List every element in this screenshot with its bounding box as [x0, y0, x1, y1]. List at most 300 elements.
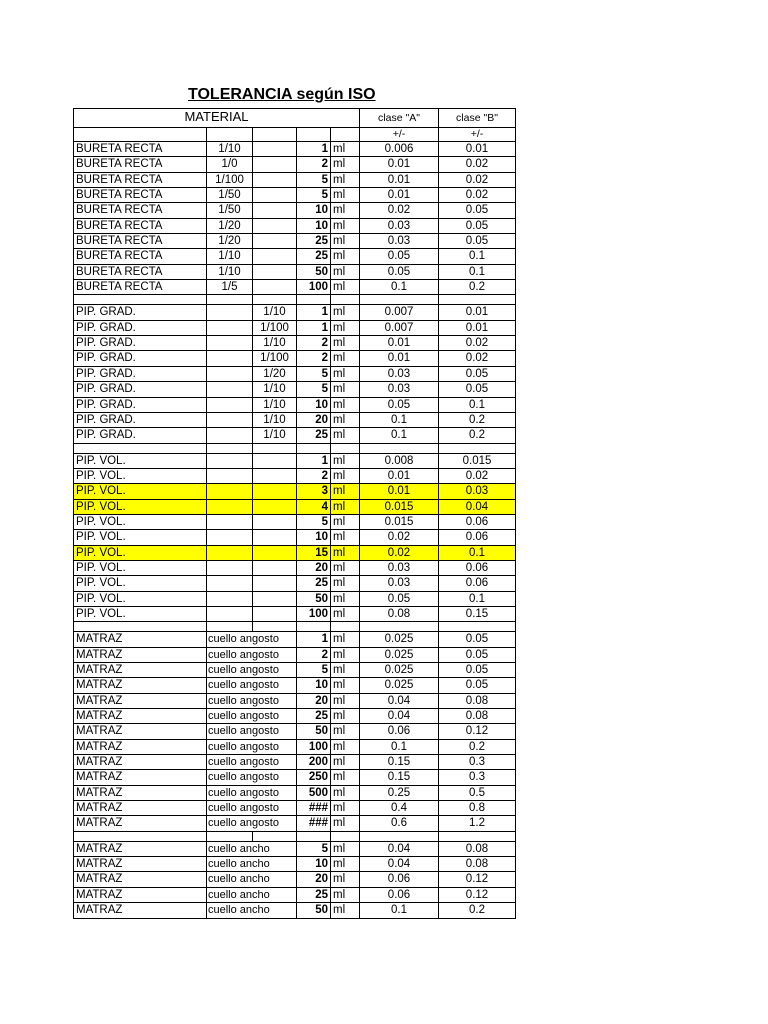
- unit-cell: ml: [330, 786, 359, 800]
- subheader-blank-4: [330, 128, 359, 141]
- division-alt-cell: 1/10: [252, 413, 296, 427]
- unit-cell: ml: [330, 398, 359, 412]
- class-a-tolerance-cell: 0.1: [359, 740, 438, 754]
- class-b-tolerance-cell: 0.12: [438, 888, 516, 902]
- division-cell: [206, 336, 252, 350]
- unit-cell: ml: [330, 648, 359, 662]
- table-row: [73, 367, 516, 382]
- material-name-cell: MATRAZ: [73, 857, 206, 871]
- table-row: [73, 188, 516, 203]
- table-row: [73, 786, 516, 801]
- neck-type-cell: cuello angosto: [206, 632, 296, 646]
- division-alt-cell: 1/100: [252, 321, 296, 335]
- class-b-tolerance-cell: 0.01: [438, 321, 516, 335]
- class-b-tolerance-cell: 0.05: [438, 648, 516, 662]
- table-row: [73, 872, 516, 887]
- table-row: [73, 888, 516, 903]
- volume-cell: 1: [296, 632, 330, 646]
- neck-type-cell: cuello angosto: [206, 816, 296, 830]
- unit-cell: ml: [330, 530, 359, 544]
- class-a-tolerance-cell: 0.015: [359, 500, 438, 514]
- unit-cell: ml: [330, 709, 359, 723]
- table-row: [73, 592, 516, 607]
- volume-cell: 50: [296, 265, 330, 279]
- class-a-tolerance-cell: 0.025: [359, 678, 438, 692]
- material-name-cell: MATRAZ: [73, 724, 206, 738]
- class-a-tolerance-cell: 0.15: [359, 755, 438, 769]
- division-alt-cell: [252, 561, 296, 575]
- division-alt-cell: [252, 576, 296, 590]
- class-a-tolerance-cell: 0.01: [359, 157, 438, 171]
- class-b-tolerance-cell: 0.06: [438, 576, 516, 590]
- material-name-cell: MATRAZ: [73, 755, 206, 769]
- neck-type-cell: cuello angosto: [206, 678, 296, 692]
- class-a-tolerance-cell: 0.04: [359, 694, 438, 708]
- table-row: [73, 454, 516, 469]
- material-name-cell: PIP. VOL.: [73, 530, 206, 544]
- unit-cell: ml: [330, 367, 359, 381]
- table-row: [73, 515, 516, 530]
- separator-cell: [330, 444, 359, 453]
- table-row: [73, 816, 516, 831]
- neck-type-cell: cuello ancho: [206, 888, 296, 902]
- class-a-tolerance-cell: 0.03: [359, 382, 438, 396]
- unit-cell: ml: [330, 872, 359, 886]
- unit-cell: ml: [330, 500, 359, 514]
- neck-type-cell: cuello angosto: [206, 801, 296, 815]
- volume-cell: 500: [296, 786, 330, 800]
- unit-cell: ml: [330, 755, 359, 769]
- class-b-header: clase "B": [438, 108, 516, 127]
- separator-cell: [252, 295, 296, 304]
- class-a-tolerance-cell: 0.02: [359, 530, 438, 544]
- neck-type-cell: cuello ancho: [206, 872, 296, 886]
- separator-cell: [438, 444, 516, 453]
- table-row: [73, 903, 516, 918]
- table-row: [73, 663, 516, 678]
- material-name-cell: BURETA RECTA: [73, 265, 206, 279]
- table-row: [73, 842, 516, 857]
- separator-cell: [206, 295, 252, 304]
- class-a-tolerance-cell: 0.04: [359, 709, 438, 723]
- volume-cell: 100: [296, 607, 330, 621]
- class-b-tolerance-cell: 0.06: [438, 515, 516, 529]
- division-alt-cell: 1/10: [252, 382, 296, 396]
- material-name-cell: BURETA RECTA: [73, 234, 206, 248]
- table-row: [73, 546, 516, 561]
- class-b-tolerance-cell: 0.2: [438, 903, 516, 917]
- division-cell: [206, 321, 252, 335]
- division-cell: [206, 351, 252, 365]
- class-a-tolerance-cell: 0.02: [359, 546, 438, 560]
- class-b-tolerance-cell: 0.02: [438, 351, 516, 365]
- neck-type-cell: cuello angosto: [206, 648, 296, 662]
- volume-cell: 20: [296, 413, 330, 427]
- class-a-tolerance-cell: 0.05: [359, 265, 438, 279]
- unit-cell: ml: [330, 592, 359, 606]
- division-alt-cell: [252, 249, 296, 263]
- volume-cell: 25: [296, 428, 330, 442]
- material-name-cell: MATRAZ: [73, 709, 206, 723]
- unit-cell: ml: [330, 336, 359, 350]
- unit-cell: ml: [330, 351, 359, 365]
- division-cell: [206, 382, 252, 396]
- table-row: [73, 351, 516, 366]
- separator-cell: [330, 295, 359, 304]
- division-cell: [206, 305, 252, 319]
- division-alt-cell: 1/10: [252, 305, 296, 319]
- volume-cell: 20: [296, 561, 330, 575]
- separator-cell: [252, 832, 296, 841]
- volume-cell: 250: [296, 770, 330, 784]
- table-row: [73, 709, 516, 724]
- division-alt-cell: [252, 530, 296, 544]
- separator-cell: [252, 444, 296, 453]
- table-row: [73, 561, 516, 576]
- class-a-tolerance-cell: 0.01: [359, 484, 438, 498]
- class-b-tolerance-cell: 0.01: [438, 305, 516, 319]
- class-a-tolerance-cell: 0.08: [359, 607, 438, 621]
- unit-cell: ml: [330, 663, 359, 677]
- division-cell: 1/10: [206, 142, 252, 156]
- unit-cell: ml: [330, 546, 359, 560]
- volume-cell: 10: [296, 678, 330, 692]
- division-alt-cell: 1/10: [252, 336, 296, 350]
- material-name-cell: BURETA RECTA: [73, 280, 206, 294]
- table-row: [73, 173, 516, 188]
- material-name-cell: PIP. GRAD.: [73, 367, 206, 381]
- class-b-tolerance-cell: 0.02: [438, 173, 516, 187]
- division-alt-cell: [252, 188, 296, 202]
- class-a-tolerance-cell: 0.06: [359, 872, 438, 886]
- class-a-header: clase "A": [359, 108, 438, 127]
- class-a-tolerance-cell: 0.05: [359, 592, 438, 606]
- separator-cell: [73, 444, 206, 453]
- material-name-cell: PIP. VOL.: [73, 515, 206, 529]
- table-row: [73, 336, 516, 351]
- class-b-tolerance-cell: 0.12: [438, 872, 516, 886]
- neck-type-cell: cuello angosto: [206, 786, 296, 800]
- class-b-tolerance-cell: 0.03: [438, 484, 516, 498]
- table-row: [73, 280, 516, 295]
- table-row: [73, 500, 516, 515]
- material-name-cell: MATRAZ: [73, 786, 206, 800]
- class-b-tolerance-cell: 0.06: [438, 561, 516, 575]
- class-a-tolerance-cell: 0.04: [359, 842, 438, 856]
- volume-cell: 10: [296, 398, 330, 412]
- separator-cell: [296, 444, 330, 453]
- table-row: [73, 740, 516, 755]
- unit-cell: ml: [330, 321, 359, 335]
- unit-cell: ml: [330, 188, 359, 202]
- division-cell: [206, 398, 252, 412]
- separator-row: [73, 622, 516, 632]
- material-name-cell: PIP. VOL.: [73, 484, 206, 498]
- volume-cell: ###: [296, 816, 330, 830]
- division-cell: [206, 367, 252, 381]
- class-a-tolerance-cell: 0.04: [359, 857, 438, 871]
- table-row: [73, 694, 516, 709]
- class-b-tolerance-cell: 0.05: [438, 678, 516, 692]
- class-a-tolerance-cell: 0.6: [359, 816, 438, 830]
- class-b-tolerance-cell: 0.1: [438, 265, 516, 279]
- class-b-tolerance-cell: 0.08: [438, 857, 516, 871]
- separator-cell: [438, 832, 516, 841]
- table-row: [73, 632, 516, 647]
- volume-cell: 10: [296, 530, 330, 544]
- table-row: [73, 398, 516, 413]
- separator-cell: [330, 832, 359, 841]
- separator-cell: [438, 622, 516, 631]
- class-a-tolerance-cell: 0.05: [359, 249, 438, 263]
- neck-type-cell: cuello angosto: [206, 770, 296, 784]
- class-b-tolerance-cell: 0.05: [438, 382, 516, 396]
- division-alt-cell: [252, 546, 296, 560]
- division-alt-cell: [252, 234, 296, 248]
- table-row: [73, 219, 516, 234]
- subheader-blank-2: [252, 128, 296, 141]
- division-cell: 1/5: [206, 280, 252, 294]
- separator-cell: [296, 832, 330, 841]
- material-name-cell: MATRAZ: [73, 872, 206, 886]
- division-alt-cell: [252, 203, 296, 217]
- unit-cell: ml: [330, 203, 359, 217]
- volume-cell: 10: [296, 857, 330, 871]
- table-row: [73, 678, 516, 693]
- material-name-cell: BURETA RECTA: [73, 157, 206, 171]
- material-name-cell: BURETA RECTA: [73, 173, 206, 187]
- class-a-tolerance-cell: 0.01: [359, 351, 438, 365]
- separator-row: [73, 832, 516, 842]
- table-row: [73, 413, 516, 428]
- volume-cell: 5: [296, 367, 330, 381]
- class-a-tolerance-cell: 0.007: [359, 321, 438, 335]
- volume-cell: 3: [296, 484, 330, 498]
- unit-cell: ml: [330, 454, 359, 468]
- division-cell: 1/20: [206, 219, 252, 233]
- class-a-tolerance-cell: 0.025: [359, 632, 438, 646]
- volume-cell: 25: [296, 234, 330, 248]
- class-a-tolerance-cell: 0.05: [359, 398, 438, 412]
- volume-cell: 2: [296, 336, 330, 350]
- class-a-tolerance-cell: 0.06: [359, 724, 438, 738]
- class-b-tolerance-cell: 0.015: [438, 454, 516, 468]
- division-cell: 1/20: [206, 234, 252, 248]
- volume-cell: 50: [296, 724, 330, 738]
- division-alt-cell: [252, 484, 296, 498]
- table-row: [73, 382, 516, 397]
- table-row: [73, 428, 516, 443]
- division-alt-cell: [252, 173, 296, 187]
- material-name-cell: MATRAZ: [73, 842, 206, 856]
- unit-cell: ml: [330, 816, 359, 830]
- class-b-tolerance-cell: 0.08: [438, 842, 516, 856]
- material-name-cell: PIP. VOL.: [73, 607, 206, 621]
- table-body: [73, 142, 516, 919]
- volume-cell: 2: [296, 157, 330, 171]
- unit-cell: ml: [330, 678, 359, 692]
- separator-cell: [438, 295, 516, 304]
- class-b-tolerance-cell: 0.02: [438, 469, 516, 483]
- class-b-tolerance-cell: 0.08: [438, 694, 516, 708]
- class-b-tolerance-cell: 0.05: [438, 219, 516, 233]
- unit-cell: ml: [330, 173, 359, 187]
- volume-cell: 4: [296, 500, 330, 514]
- material-header: MATERIAL: [73, 108, 359, 127]
- class-b-tolerance-cell: 0.1: [438, 398, 516, 412]
- material-name-cell: MATRAZ: [73, 888, 206, 902]
- material-name-cell: BURETA RECTA: [73, 142, 206, 156]
- class-b-tolerance-cell: 0.04: [438, 500, 516, 514]
- material-name-cell: PIP. GRAD.: [73, 382, 206, 396]
- material-name-cell: MATRAZ: [73, 678, 206, 692]
- division-alt-cell: [252, 515, 296, 529]
- separator-cell: [359, 622, 438, 631]
- volume-cell: 1: [296, 305, 330, 319]
- volume-cell: 25: [296, 709, 330, 723]
- unit-cell: ml: [330, 561, 359, 575]
- class-b-plusminus: +/-: [438, 128, 516, 141]
- neck-type-cell: cuello ancho: [206, 857, 296, 871]
- material-name-cell: PIP. VOL.: [73, 576, 206, 590]
- unit-cell: ml: [330, 888, 359, 902]
- unit-cell: ml: [330, 219, 359, 233]
- class-b-tolerance-cell: 0.3: [438, 755, 516, 769]
- material-name-cell: MATRAZ: [73, 816, 206, 830]
- unit-cell: ml: [330, 469, 359, 483]
- volume-cell: 10: [296, 203, 330, 217]
- class-b-tolerance-cell: 0.1: [438, 249, 516, 263]
- division-alt-cell: [252, 592, 296, 606]
- subheader-blank-1: [206, 128, 252, 141]
- class-b-tolerance-cell: 0.2: [438, 413, 516, 427]
- class-b-tolerance-cell: 0.15: [438, 607, 516, 621]
- unit-cell: ml: [330, 413, 359, 427]
- unit-cell: ml: [330, 280, 359, 294]
- table-header-row: [73, 108, 516, 128]
- volume-cell: 2: [296, 648, 330, 662]
- volume-cell: 5: [296, 173, 330, 187]
- division-alt-cell: [252, 454, 296, 468]
- volume-cell: ###: [296, 801, 330, 815]
- material-name-cell: PIP. GRAD.: [73, 398, 206, 412]
- division-alt-cell: 1/100: [252, 351, 296, 365]
- volume-cell: 50: [296, 592, 330, 606]
- division-alt-cell: [252, 157, 296, 171]
- volume-cell: 25: [296, 576, 330, 590]
- volume-cell: 20: [296, 872, 330, 886]
- material-name-cell: MATRAZ: [73, 770, 206, 784]
- unit-cell: ml: [330, 305, 359, 319]
- class-a-tolerance-cell: 0.007: [359, 305, 438, 319]
- volume-cell: 5: [296, 188, 330, 202]
- division-alt-cell: [252, 469, 296, 483]
- volume-cell: 100: [296, 280, 330, 294]
- material-name-cell: PIP. GRAD.: [73, 351, 206, 365]
- unit-cell: ml: [330, 724, 359, 738]
- division-alt-cell: [252, 607, 296, 621]
- class-a-tolerance-cell: 0.006: [359, 142, 438, 156]
- separator-cell: [252, 622, 296, 631]
- table-row: [73, 801, 516, 816]
- unit-cell: ml: [330, 770, 359, 784]
- neck-type-cell: cuello angosto: [206, 740, 296, 754]
- class-a-tolerance-cell: 0.03: [359, 367, 438, 381]
- separator-cell: [359, 295, 438, 304]
- table-row: [73, 157, 516, 172]
- division-alt-cell: [252, 265, 296, 279]
- table-row: [73, 648, 516, 663]
- division-alt-cell: [252, 219, 296, 233]
- class-a-tolerance-cell: 0.03: [359, 576, 438, 590]
- material-name-cell: MATRAZ: [73, 694, 206, 708]
- tolerance-table: [73, 108, 516, 919]
- class-b-tolerance-cell: 0.8: [438, 801, 516, 815]
- class-b-tolerance-cell: 0.12: [438, 724, 516, 738]
- material-name-cell: PIP. GRAD.: [73, 305, 206, 319]
- class-b-tolerance-cell: 0.05: [438, 203, 516, 217]
- neck-type-cell: cuello ancho: [206, 903, 296, 917]
- volume-cell: 50: [296, 903, 330, 917]
- separator-cell: [206, 622, 252, 631]
- separator-cell: [73, 832, 206, 841]
- neck-type-cell: cuello angosto: [206, 724, 296, 738]
- volume-cell: 5: [296, 663, 330, 677]
- separator-cell: [73, 622, 206, 631]
- class-b-tolerance-cell: 0.05: [438, 367, 516, 381]
- separator-row: [73, 444, 516, 454]
- table-row: [73, 203, 516, 218]
- class-b-tolerance-cell: 0.1: [438, 546, 516, 560]
- class-a-tolerance-cell: 0.03: [359, 219, 438, 233]
- class-a-tolerance-cell: 0.01: [359, 469, 438, 483]
- volume-cell: 100: [296, 740, 330, 754]
- class-b-tolerance-cell: 0.05: [438, 663, 516, 677]
- class-a-tolerance-cell: 0.25: [359, 786, 438, 800]
- subheader-blank-0: [73, 128, 206, 141]
- material-name-cell: PIP. VOL.: [73, 592, 206, 606]
- class-a-tolerance-cell: 0.01: [359, 188, 438, 202]
- volume-cell: 25: [296, 249, 330, 263]
- class-b-tolerance-cell: 0.2: [438, 740, 516, 754]
- class-b-tolerance-cell: 0.1: [438, 592, 516, 606]
- class-a-tolerance-cell: 0.1: [359, 413, 438, 427]
- unit-cell: ml: [330, 157, 359, 171]
- class-a-plusminus: +/-: [359, 128, 438, 141]
- unit-cell: ml: [330, 142, 359, 156]
- class-b-tolerance-cell: 0.2: [438, 428, 516, 442]
- unit-cell: ml: [330, 515, 359, 529]
- class-a-tolerance-cell: 0.06: [359, 888, 438, 902]
- material-name-cell: PIP. GRAD.: [73, 321, 206, 335]
- class-b-tolerance-cell: 0.02: [438, 157, 516, 171]
- neck-type-cell: cuello angosto: [206, 663, 296, 677]
- class-b-tolerance-cell: 0.02: [438, 336, 516, 350]
- separator-cell: [330, 622, 359, 631]
- volume-cell: 5: [296, 842, 330, 856]
- separator-cell: [359, 444, 438, 453]
- class-a-tolerance-cell: 0.15: [359, 770, 438, 784]
- unit-cell: ml: [330, 903, 359, 917]
- division-cell: [206, 530, 252, 544]
- table-row: [73, 857, 516, 872]
- volume-cell: 10: [296, 219, 330, 233]
- volume-cell: 1: [296, 142, 330, 156]
- table-row: [73, 607, 516, 622]
- material-name-cell: PIP. GRAD.: [73, 428, 206, 442]
- material-name-cell: MATRAZ: [73, 663, 206, 677]
- division-cell: [206, 413, 252, 427]
